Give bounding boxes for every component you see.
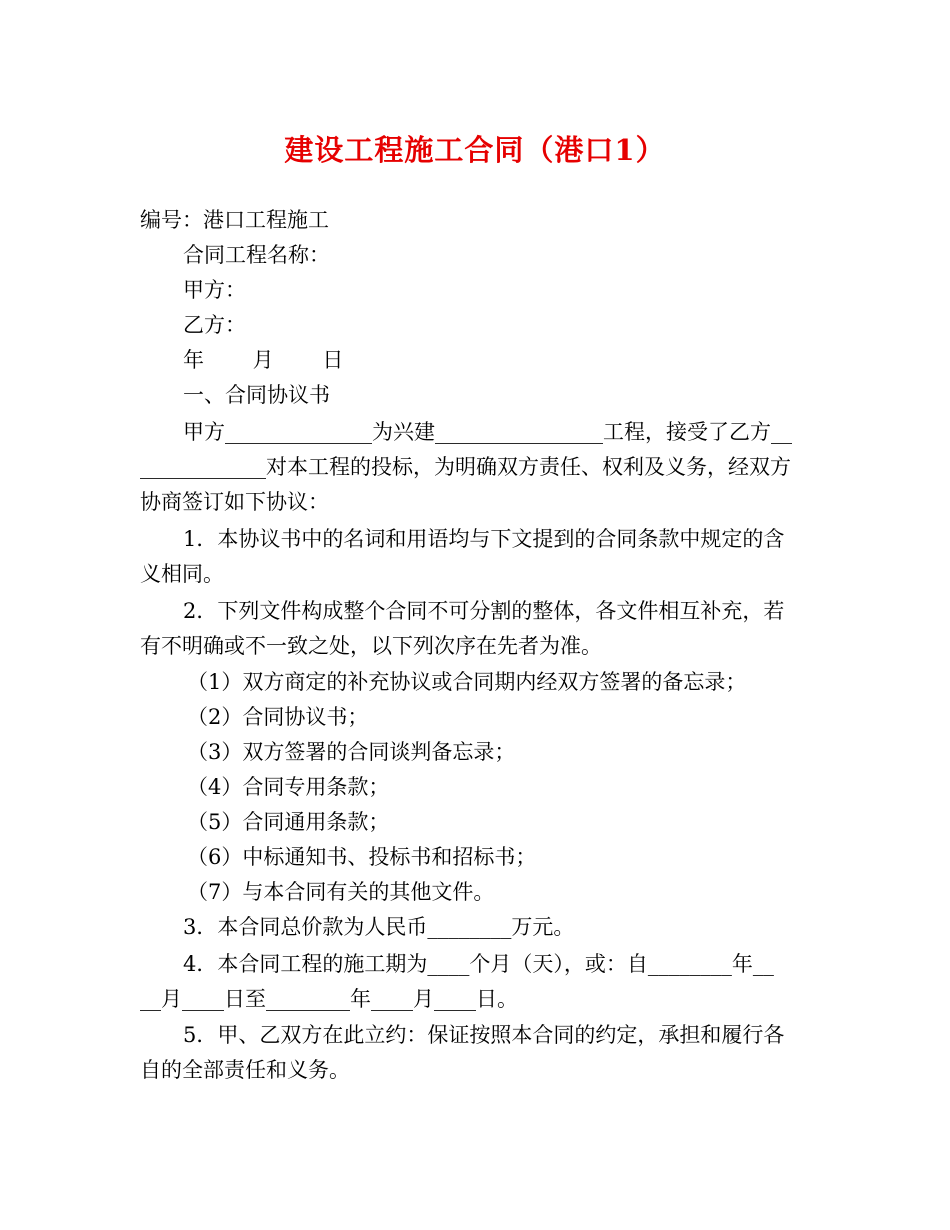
party-b-label: 乙方：: [183, 313, 246, 337]
clause-line: 3．本合同总价款为人民币________万元。: [183, 915, 575, 939]
party-a-label: 甲方：: [183, 278, 246, 302]
list-item: （5）合同通用条款；: [187, 810, 390, 834]
date-line: 年 月 日: [183, 348, 344, 372]
section-heading: 一、合同协议书: [183, 383, 330, 407]
paragraph-line: 协商签订如下协议：: [140, 490, 329, 514]
project-name-label: 合同工程名称：: [183, 243, 330, 267]
clause-line: 1．本协议书中的名词和用语均与下文提到的合同条款中规定的含: [183, 527, 785, 551]
document-title: 建设工程施工合同（港口1）: [284, 133, 666, 167]
list-item: （4）合同专用条款；: [187, 775, 390, 799]
list-item: （6）中标通知书、投标书和招标书；: [187, 845, 537, 869]
list-item: （3）双方签署的合同谈判备忘录；: [187, 740, 516, 764]
list-item: （1）双方商定的补充协议或合同期内经双方签署的备忘录；: [187, 670, 747, 694]
paragraph-line: 甲方______________为兴建________________工程，接受了乙方__: [183, 420, 792, 444]
clause-line: __月____日至________年____月____日。: [140, 987, 518, 1011]
clause-line: 自的全部责任和义务。: [140, 1058, 350, 1082]
clause-line: 义相同。: [140, 562, 224, 586]
paragraph-line: ____________对本工程的投标，为明确双方责任、权利及义务，经双方: [140, 455, 791, 479]
clause-line: 5．甲、乙双方在此立约：保证按照本合同的约定，承担和履行各: [183, 1023, 785, 1047]
list-item: （7）与本合同有关的其他文件。: [187, 880, 495, 904]
contract-number: 编号：港口工程施工: [140, 208, 329, 232]
clause-line: 4．本合同工程的施工期为____个月（天），或：自________年__: [183, 952, 774, 976]
list-item: （2）合同协议书；: [187, 705, 369, 729]
clause-line: 有不明确或不一致之处，以下列次序在先者为准。: [140, 634, 602, 658]
clause-line: 2．下列文件构成整个合同不可分割的整体，各文件相互补充，若: [183, 599, 785, 623]
